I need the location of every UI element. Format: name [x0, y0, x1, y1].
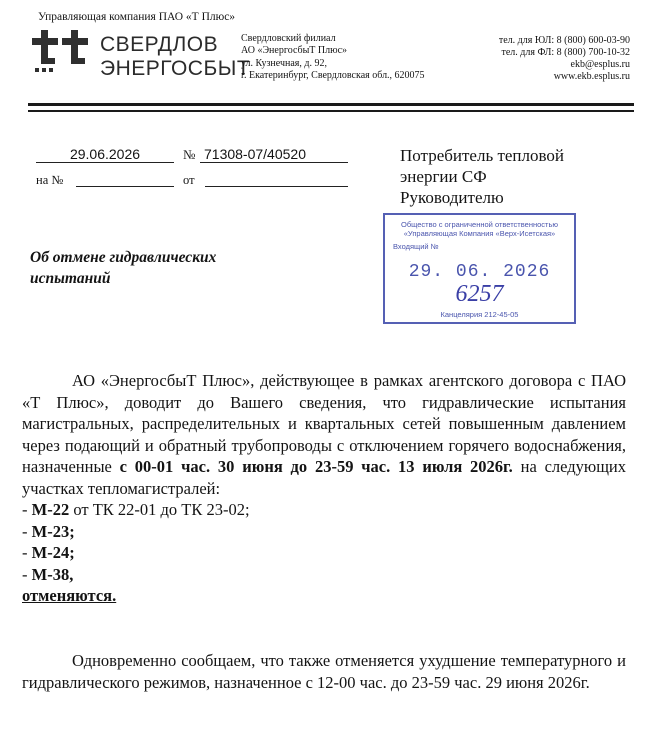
list-item: - М-22 от ТК 22-01 до ТК 23-02;	[22, 500, 250, 519]
cancellation-line	[22, 585, 626, 607]
email-link[interactable]: ekb@esplus.ru	[570, 59, 630, 70]
header-divider-thick	[28, 103, 634, 106]
test-period: с 00-01 час. 30 июня до 23-59 час. 13 июля 2026г.	[119, 457, 513, 476]
pipeline-code: М-24;	[31, 543, 75, 562]
list-item: - М-38,	[22, 564, 74, 584]
body-paragraph: Одновременно сообщаем, что также отменяется ухудшение температурного и гидравлического режимов, назначенное с 12-00 час. до 23-59 час. 29 июня 2026г.	[22, 651, 626, 692]
stamp-org-name: «Управляющая Компания «Верх-Исетская»	[403, 229, 556, 238]
phone-individual: тел. для ФЛ: 8 (800) 700-10-32	[501, 47, 630, 58]
list-item: - М-23;	[22, 521, 75, 541]
pipeline-code: М-23;	[31, 521, 75, 541]
pipeline-section-list	[22, 499, 626, 607]
pipeline-code: М-38,	[31, 564, 74, 584]
pipeline-code: М-22	[31, 500, 70, 519]
contact-info	[499, 35, 630, 83]
body-text: на следующих участках тепломагистралей:	[22, 457, 626, 498]
management-company-label: Управляющая компания ПАО «Т Плюс»	[38, 11, 236, 23]
stamp-org-line: Общество с ограниченной ответственностью	[401, 220, 558, 229]
phone-legal: тел. для ЮЛ: 8 (800) 600-03-90	[498, 35, 630, 46]
reply-to-date-blank	[205, 186, 348, 187]
addressee-line: энергии СФ	[400, 167, 487, 186]
letter-body-main	[22, 370, 626, 607]
outgoing-number: 71308-07/40520	[200, 146, 348, 163]
body-text: АО «ЭнергосбыТ Плюс», действующее в рамках агентского договора с ПАО «Т Плюс», доводит до Вашего сведения, что гидравлические испытания магистральных, распределительных и квартальных сетей повышенным давлением через подающий и обратный трубопроводы с отключением горячего водоснабжения, назначенные	[22, 371, 626, 476]
website-link[interactable]: www.ekb.esplus.ru	[553, 71, 630, 82]
branch-address	[241, 33, 425, 83]
reply-to-date-label: от	[183, 173, 195, 187]
branch-line: АО «ЭнергосбыТ Плюс»	[241, 45, 348, 57]
branch-line: г. Екатеринбург, Свердловская обл., 620075	[241, 70, 425, 82]
t-plus-logo-icon	[30, 26, 92, 76]
stamp-handwritten-number: 6257	[455, 281, 504, 307]
outgoing-date: 29.06.2026	[36, 146, 174, 163]
brand-name-line1: СВЕРДЛОВ	[100, 33, 219, 56]
addressee-line: Потребитель тепловой	[400, 146, 565, 165]
reply-to-number-label: на №	[36, 173, 64, 187]
letter-subject	[30, 247, 216, 289]
brand-name-line2: ЭНЕРГОСБЫТ	[100, 57, 251, 80]
subject-line: Об отмене гидравлических	[30, 249, 217, 266]
incoming-registration-stamp	[383, 213, 576, 324]
body-paragraph	[22, 370, 626, 499]
number-symbol: №	[183, 147, 196, 162]
header-divider-thin	[28, 110, 634, 112]
stamp-office-phone: Канцелярия 212-45-05	[440, 310, 519, 319]
stamp-date: 29. 06. 2026	[408, 262, 551, 282]
branch-line: ул. Кузнечная, д. 92,	[241, 57, 327, 69]
branch-line: Свердловский филиал	[241, 33, 336, 44]
addressee	[400, 145, 564, 208]
list-item: - М-24;	[22, 543, 75, 562]
cancelled-label: отменяются.	[22, 586, 117, 605]
stamp-incoming-label: Входящий №	[393, 242, 439, 251]
addressee-line: Руководителю	[400, 188, 504, 207]
letter-body-additional	[22, 650, 626, 693]
subject-line: испытаний	[30, 270, 111, 287]
reply-to-number-blank	[76, 186, 174, 187]
